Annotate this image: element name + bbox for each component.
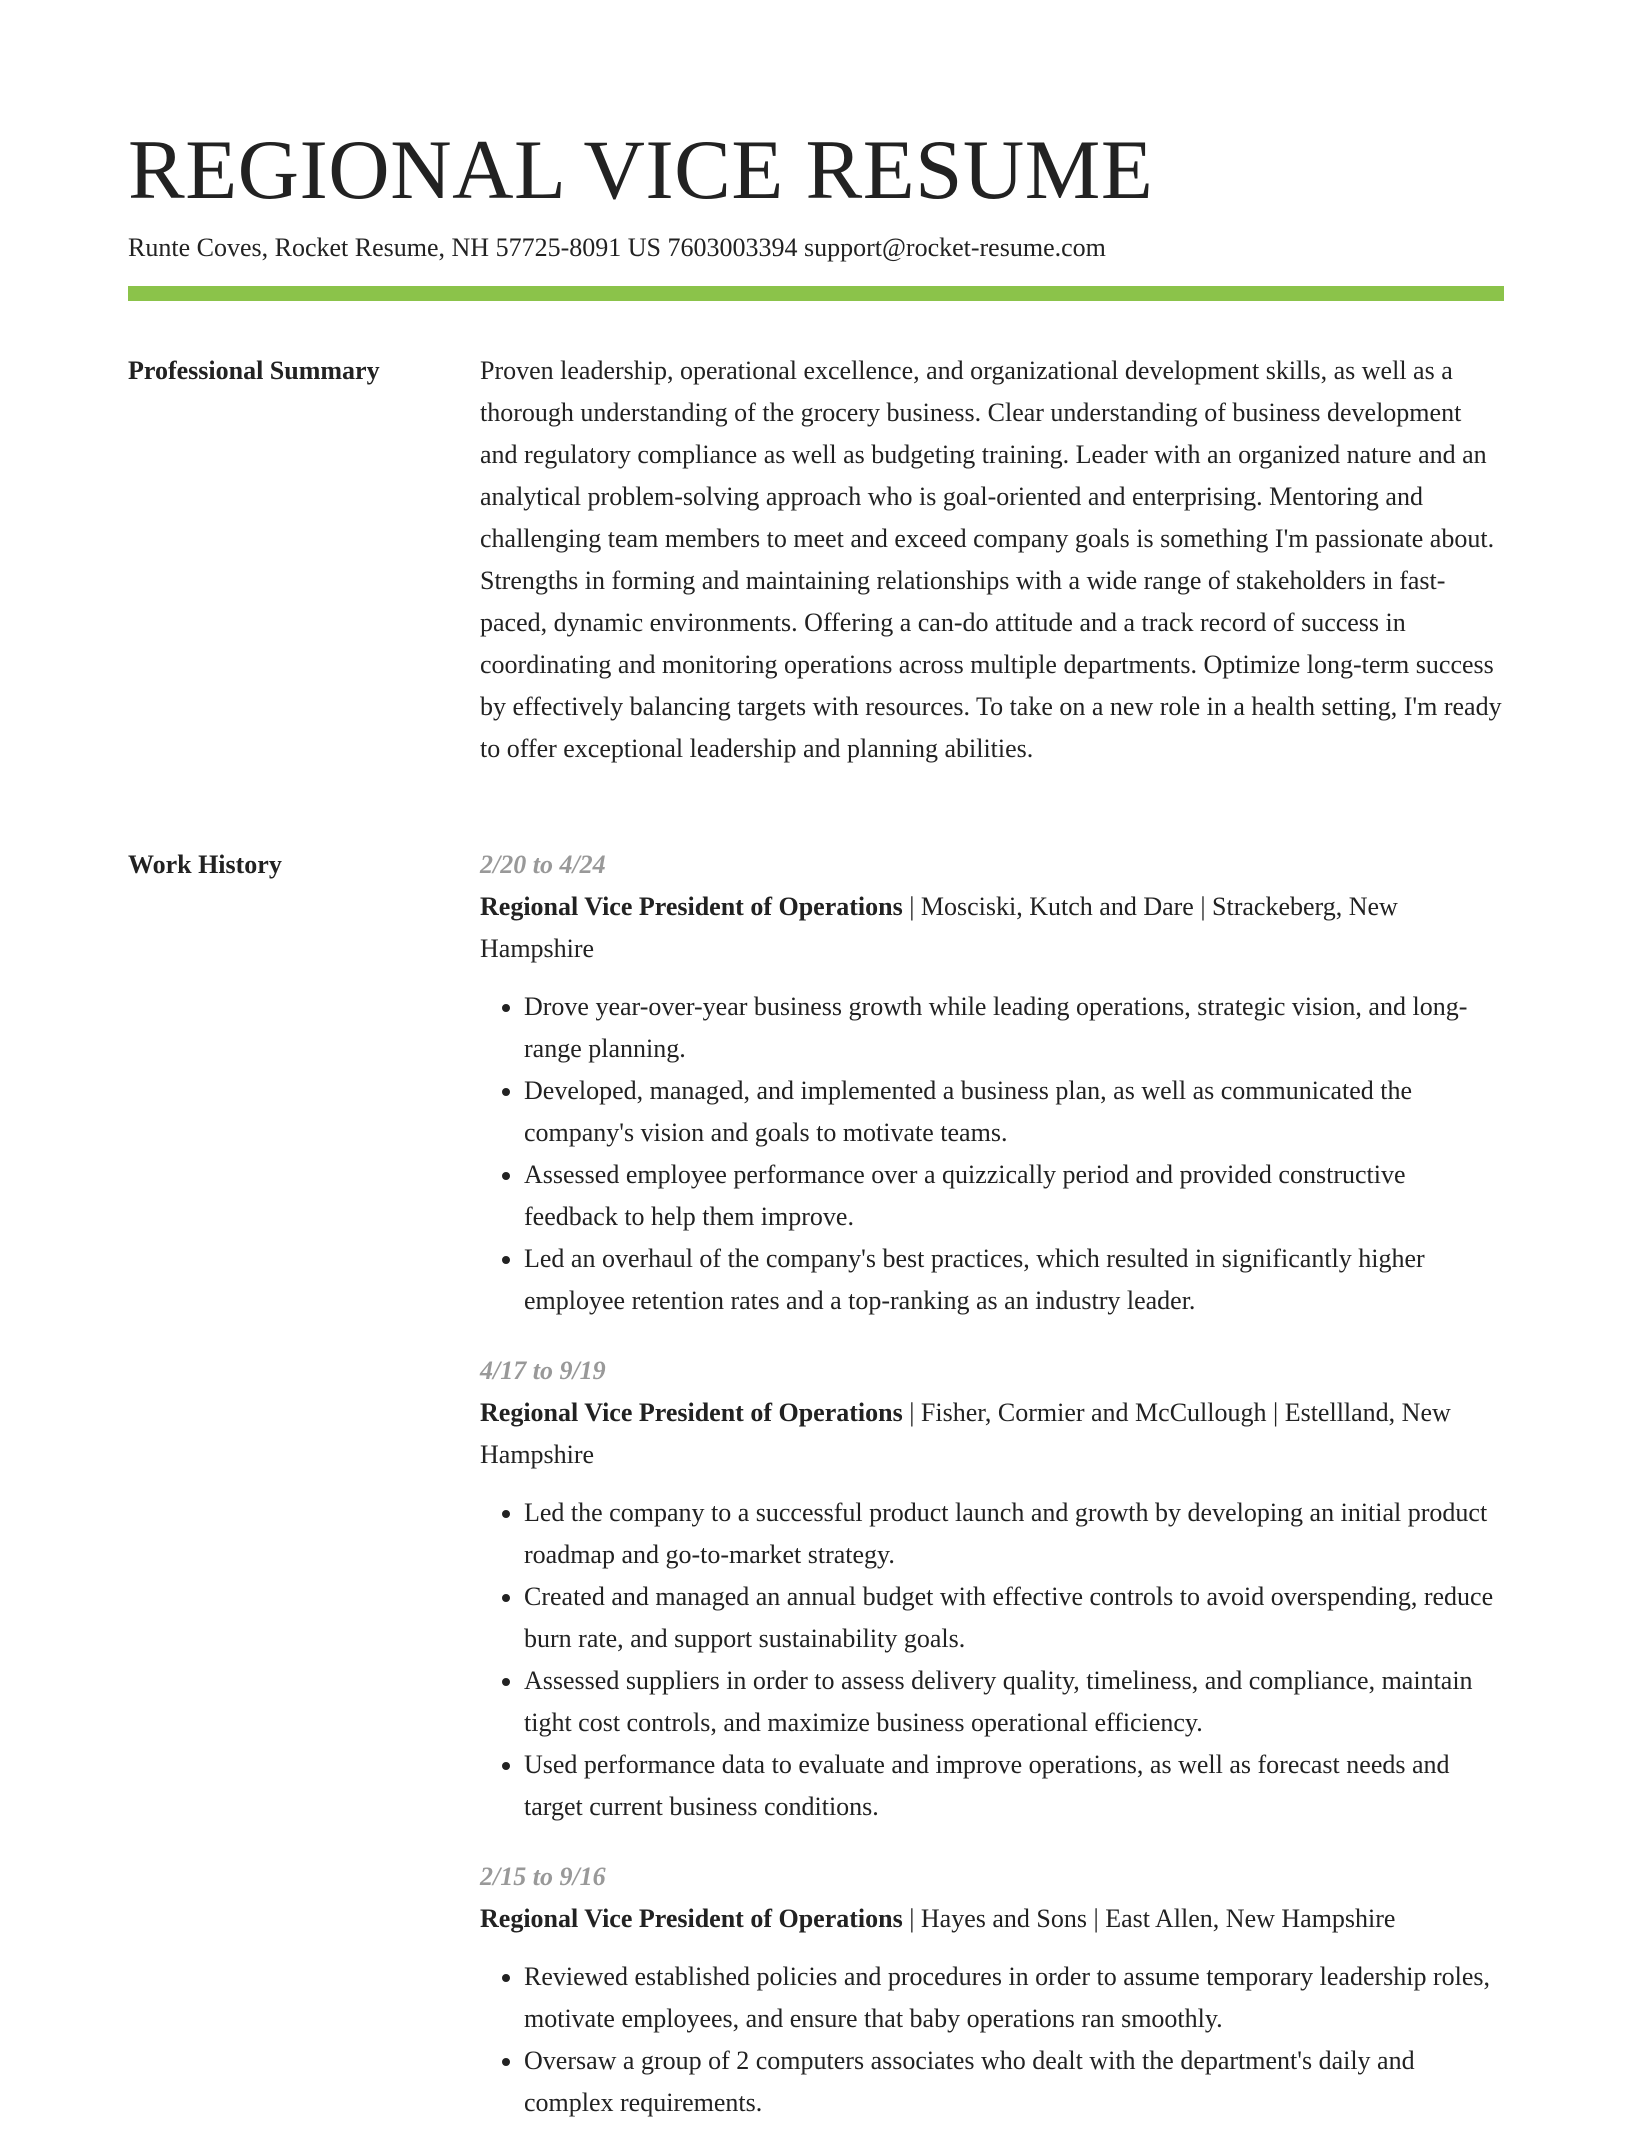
job-bullets bbox=[480, 1956, 1504, 2124]
job-dates: 2/15 to 9/16 bbox=[480, 1862, 606, 1891]
summary-text: Proven leadership, operational excellence, and organizational development skills, as well as a thorough understanding of the grocery business. Clear understanding of business development and regulatory compliance as well as budgeting training. Leader with an organized nature and an analytical problem-solving approach who is goal-oriented and enterprising. Mentoring and challenging team members to meet and exceed company goals is something I'm passionate about. Strengths in forming and maintaining relationships with a wide range of stakeholders in fast-paced, dynamic environments. Offering a can-do attitude and a track record of success in coordinating and monitoring operations across multiple departments. Optimize long-term success by effectively balancing targets with resources. To take on a new role in a health setting, I'm ready to offer exceptional leadership and planning abilities. bbox=[480, 356, 1502, 763]
job-header bbox=[480, 1898, 1504, 1940]
job-bullet: • Oversaw a group of 2 computers associates who dealt with the department's daily and complex requirements. bbox=[524, 2040, 1504, 2124]
job-entry bbox=[480, 1350, 1504, 1828]
job-bullets bbox=[480, 986, 1504, 1322]
header-divider bbox=[128, 286, 1504, 301]
job-bullet: • Led the company to a successful product launch and growth by developing an initial product roadmap and go-to-market strategy. bbox=[524, 1492, 1504, 1576]
job-header bbox=[480, 1392, 1504, 1476]
job-bullet: • Used performance data to evaluate and improve operations, as well as forecast needs and target current business conditions. bbox=[524, 1744, 1504, 1828]
job-dates: 4/17 to 9/19 bbox=[480, 1356, 606, 1385]
section-label-summary: Professional Summary bbox=[128, 356, 380, 385]
job-dates: 2/20 to 4/24 bbox=[480, 850, 606, 879]
job-title: Regional Vice President of Operations bbox=[480, 1904, 903, 1933]
job-bullet: • Assessed employee performance over a quizzically period and provided constructive feedback to help them improve. bbox=[524, 1154, 1504, 1238]
job-details: | Hayes and Sons | East Allen, New Hampshire bbox=[902, 1904, 1396, 1933]
job-details: | Fisher, Cormier and McCullough | Estellland, New Hampshire bbox=[480, 1398, 1451, 1469]
section-label-work-history: Work History bbox=[128, 850, 282, 879]
contact-info: Runte Coves, Rocket Resume, NH 57725-8091 US 7603003394 support@rocket-resume.com bbox=[128, 233, 1106, 262]
job-header bbox=[480, 886, 1504, 970]
job-title: Regional Vice President of Operations bbox=[480, 1398, 903, 1427]
job-details: | Mosciski, Kutch and Dare | Strackeberg, New Hampshire bbox=[480, 892, 1398, 963]
job-bullets bbox=[480, 1492, 1504, 1828]
job-bullet: • Developed, managed, and implemented a business plan, as well as communicated the company's vision and goals to motivate teams. bbox=[524, 1070, 1504, 1154]
job-bullet: • Drove year-over-year business growth while leading operations, strategic vision, and long-range planning. bbox=[524, 986, 1504, 1070]
job-entry bbox=[480, 844, 1504, 1322]
job-bullet: • Reviewed established policies and procedures in order to assume temporary leadership roles, motivate employees, and ensure that baby operations ran smoothly. bbox=[524, 1956, 1504, 2040]
job-bullet: • Created and managed an annual budget with effective controls to avoid overspending, reduce burn rate, and support sustainability goals. bbox=[524, 1576, 1504, 1660]
job-bullet: • Assessed suppliers in order to assess delivery quality, timeliness, and compliance, maintain tight cost controls, and maximize business operational efficiency. bbox=[524, 1660, 1504, 1744]
job-bullet: • Led an overhaul of the company's best practices, which resulted in significantly higher employee retention rates and a top-ranking as an industry leader. bbox=[524, 1238, 1504, 1322]
work-history-body bbox=[480, 844, 1504, 2152]
resume-title: REGIONAL VICE RESUME bbox=[128, 123, 1154, 217]
summary-body bbox=[480, 350, 1504, 770]
job-title: Regional Vice President of Operations bbox=[480, 892, 903, 921]
job-entry bbox=[480, 1856, 1504, 2124]
